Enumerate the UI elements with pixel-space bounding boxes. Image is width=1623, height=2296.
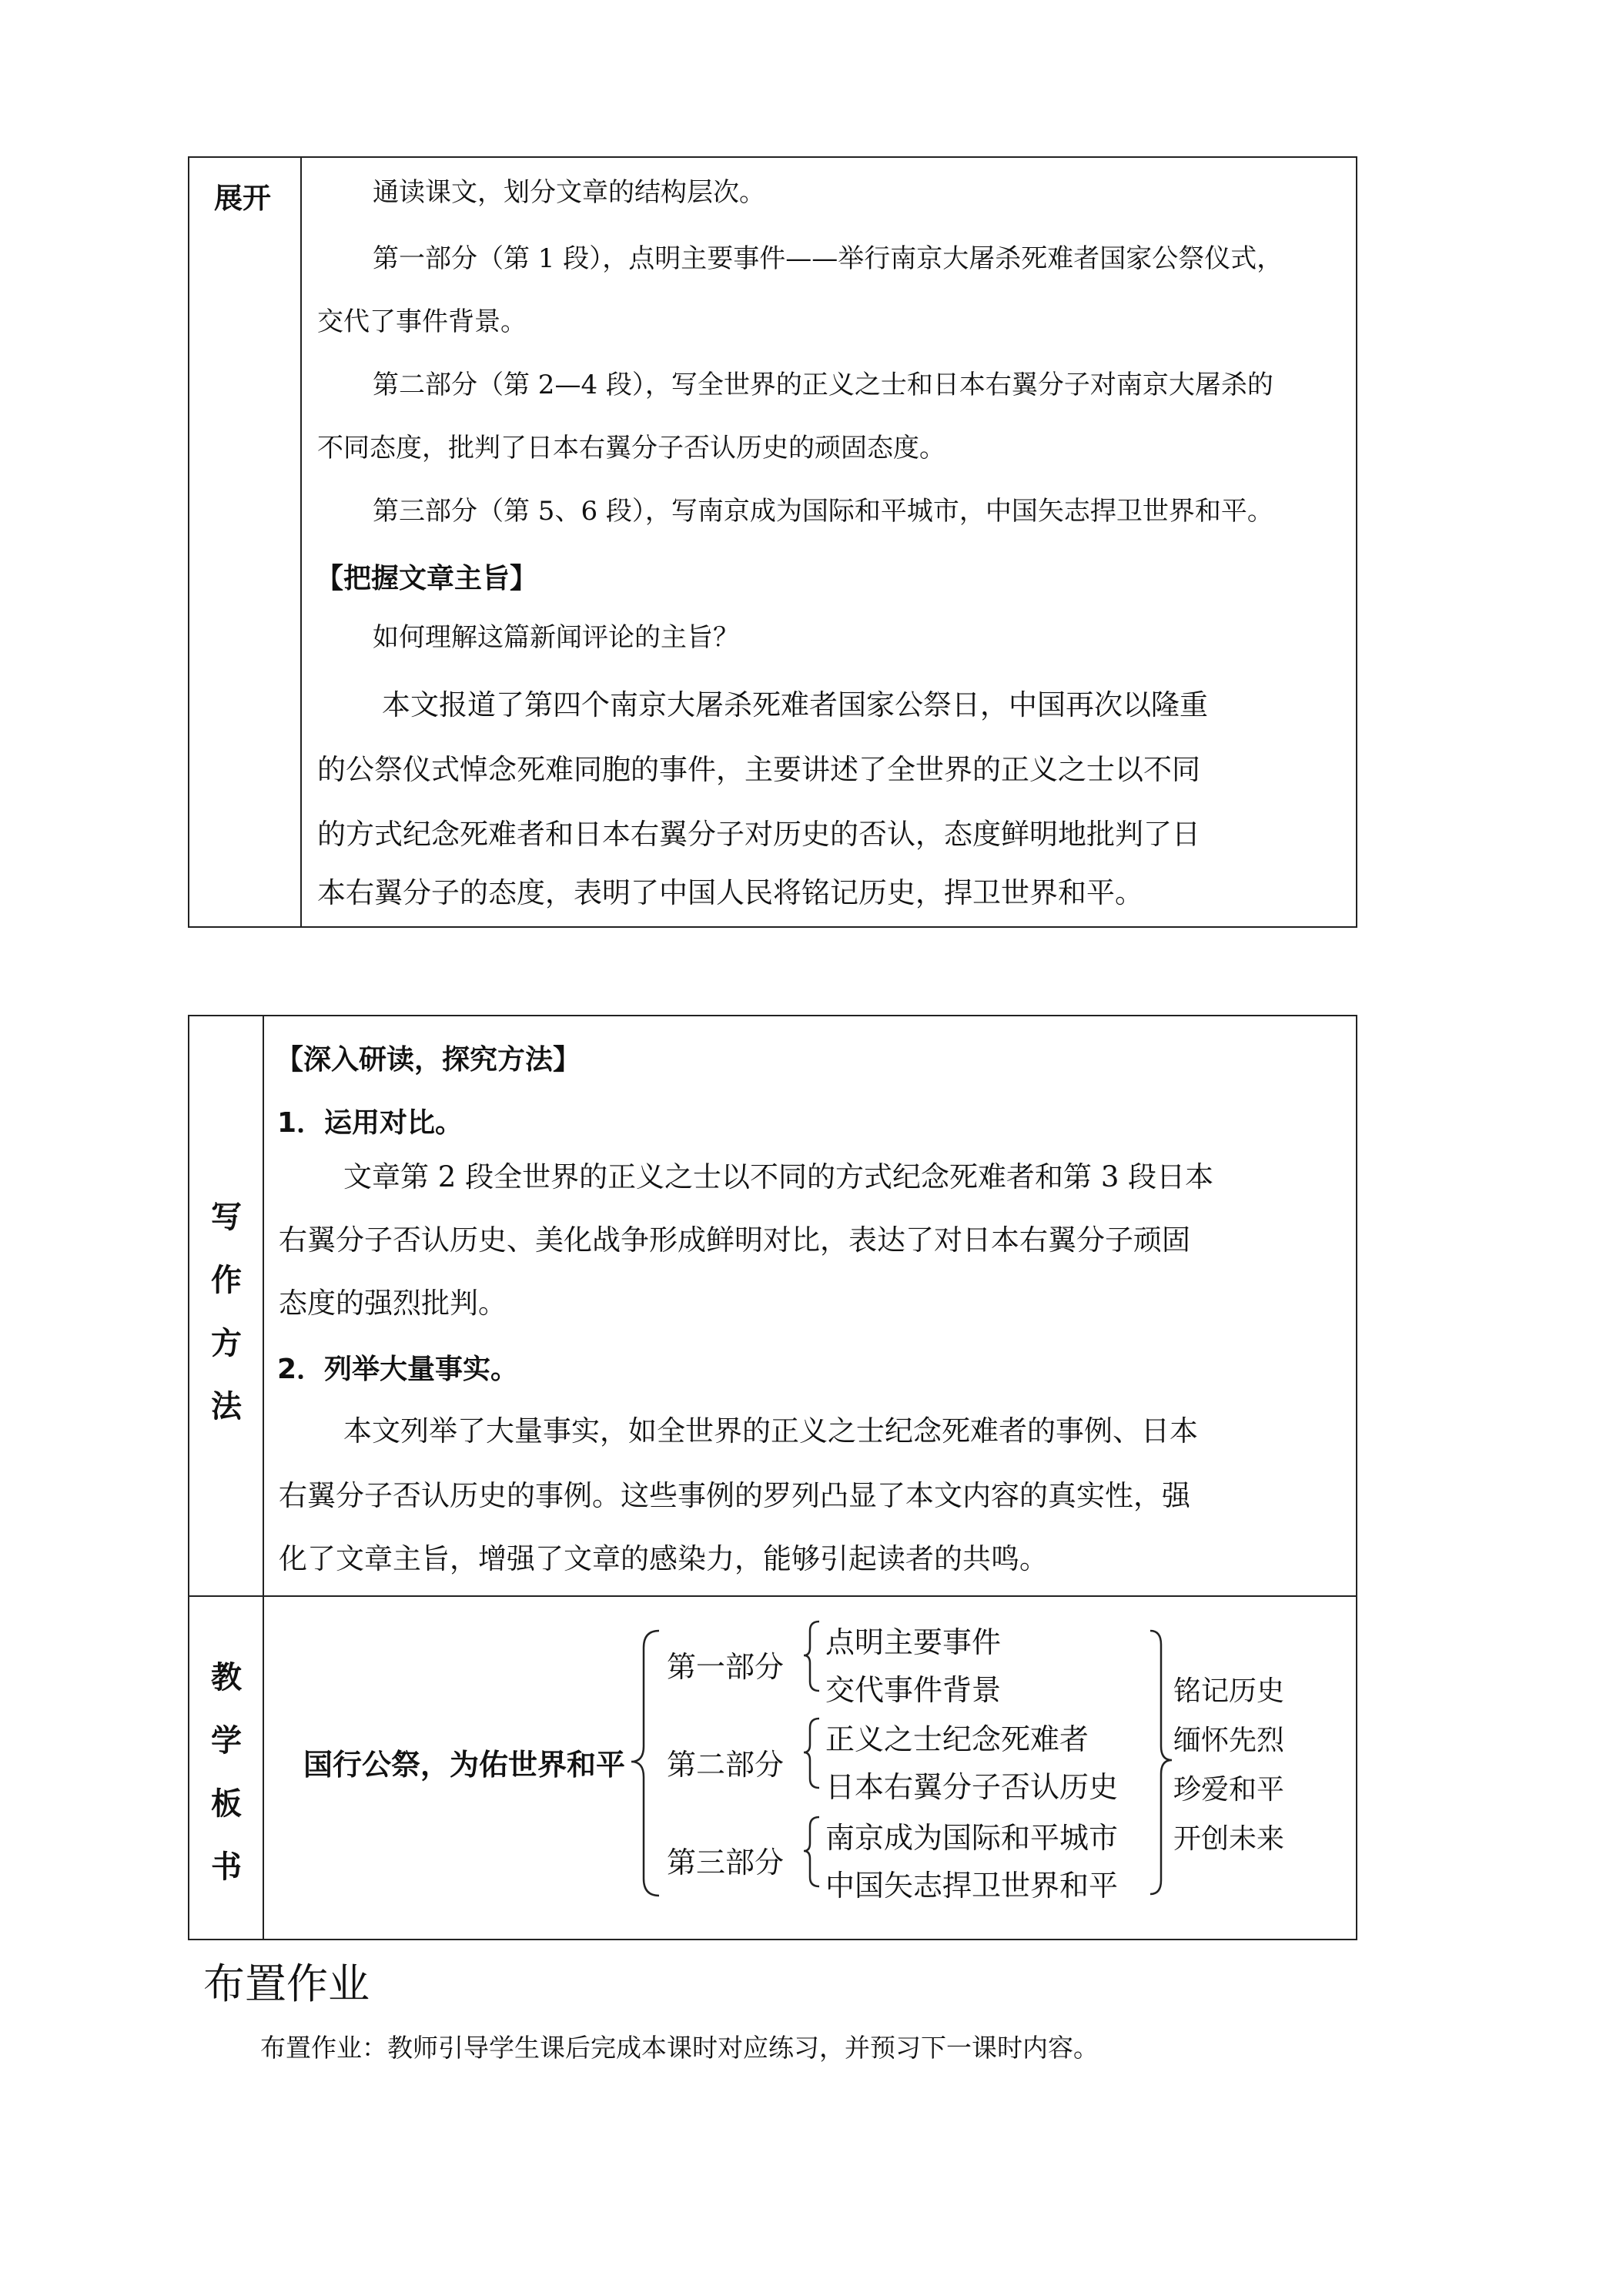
- row-label-expand: 展开: [214, 182, 271, 215]
- question-line: 如何理解这篇新闻评论的主旨？: [373, 622, 739, 653]
- section-heading-theme: 【把握文章主旨】: [316, 563, 538, 594]
- column-divider: [300, 158, 302, 926]
- method-line: 化了文章主旨，增强了文章的感染力，能够引起读者的共鸣。: [279, 1542, 1048, 1575]
- label-char: 法: [211, 1389, 242, 1424]
- board-main-title: 国行公祭，为佑世界和平: [303, 1748, 626, 1782]
- paragraph-line: 通读课文，划分文章的结构层次。: [373, 177, 765, 208]
- label-char: 书: [211, 1849, 242, 1885]
- label-char: 方: [211, 1326, 242, 1361]
- answer-line: 的方式纪念死难者和日本右翼分子对历史的否认，态度鲜明地批判了日: [317, 818, 1200, 851]
- homework-text: 布置作业：教师引导学生课后完成本课时对应练习，并预习下一课时内容。: [260, 2033, 1099, 2063]
- paragraph-line: 第一部分（第 1 段），点明主要事件——举行南京大屠杀死难者国家公祭仪式，: [373, 243, 1283, 274]
- board-item: 交代事件背景: [825, 1673, 1002, 1707]
- label-char: 写: [211, 1200, 242, 1235]
- method-title-facts: 2．列举大量事实。: [277, 1354, 519, 1385]
- label-char: 学: [211, 1723, 242, 1759]
- board-braces: [189, 1016, 1359, 1942]
- board-item: 点明主要事件: [825, 1625, 1002, 1659]
- board-part-name: 第一部分: [667, 1650, 785, 1684]
- board-part-name: 第三部分: [667, 1846, 785, 1879]
- label-char: 教: [211, 1660, 242, 1695]
- method-line: 态度的强烈批判。: [279, 1287, 507, 1320]
- board-item: 中国矢志捍卫世界和平: [825, 1869, 1119, 1903]
- paragraph-line: 第三部分（第 5、6 段），写南京成为国际和平城市，中国矢志捍卫世界和平。: [373, 496, 1273, 527]
- board-item: 正义之士纪念死难者: [825, 1722, 1089, 1756]
- board-item: 南京成为国际和平城市: [825, 1821, 1119, 1855]
- homework-title: 布置作业: [203, 1960, 370, 2008]
- method-line: 文章第 2 段全世界的正义之士以不同的方式纪念死难者和第 3 段日本: [343, 1160, 1214, 1193]
- board-summary: 开创未来: [1173, 1823, 1285, 1855]
- table-methods-board: [188, 1015, 1357, 1940]
- paragraph-line: 第二部分（第 2—4 段），写全世界的正义之士和日本右翼分子对南京大屠杀的: [373, 370, 1273, 400]
- table-expand: [188, 156, 1357, 928]
- section-heading-methods: 【深入研读，探究方法】: [276, 1044, 581, 1076]
- answer-line: 的公祭仪式悼念死难同胞的事件，主要讲述了全世界的正义之士以不同: [317, 753, 1200, 786]
- paragraph-line: 不同态度，批判了日本右翼分子否认历史的顽固态度。: [317, 433, 945, 464]
- paragraph-line: 交代了事件背景。: [317, 306, 527, 337]
- board-item: 日本右翼分子否认历史: [825, 1770, 1119, 1804]
- answer-line: 本文报道了第四个南京大屠杀死难者国家公祭日，中国再次以隆重: [382, 688, 1208, 721]
- board-summary: 铭记历史: [1173, 1675, 1285, 1707]
- label-char: 板: [211, 1786, 242, 1822]
- answer-line: 本右翼分子的态度，表明了中国人民将铭记历史，捍卫世界和平。: [317, 876, 1143, 909]
- method-title-contrast: 1．运用对比。: [277, 1107, 463, 1139]
- board-part-name: 第二部分: [667, 1748, 785, 1782]
- method-line: 本文列举了大量事实，如全世界的正义之士纪念死难者的事例、日本: [343, 1414, 1198, 1448]
- board-summary: 缅怀先烈: [1173, 1725, 1285, 1756]
- label-char: 作: [211, 1263, 242, 1298]
- method-line: 右翼分子否认历史、美化战争形成鲜明对比，表达了对日本右翼分子顽固: [279, 1223, 1190, 1257]
- board-summary: 珍爱和平: [1173, 1774, 1285, 1806]
- method-line: 右翼分子否认历史的事例。这些事例的罗列凸显了本文内容的真实性，强: [279, 1479, 1190, 1512]
